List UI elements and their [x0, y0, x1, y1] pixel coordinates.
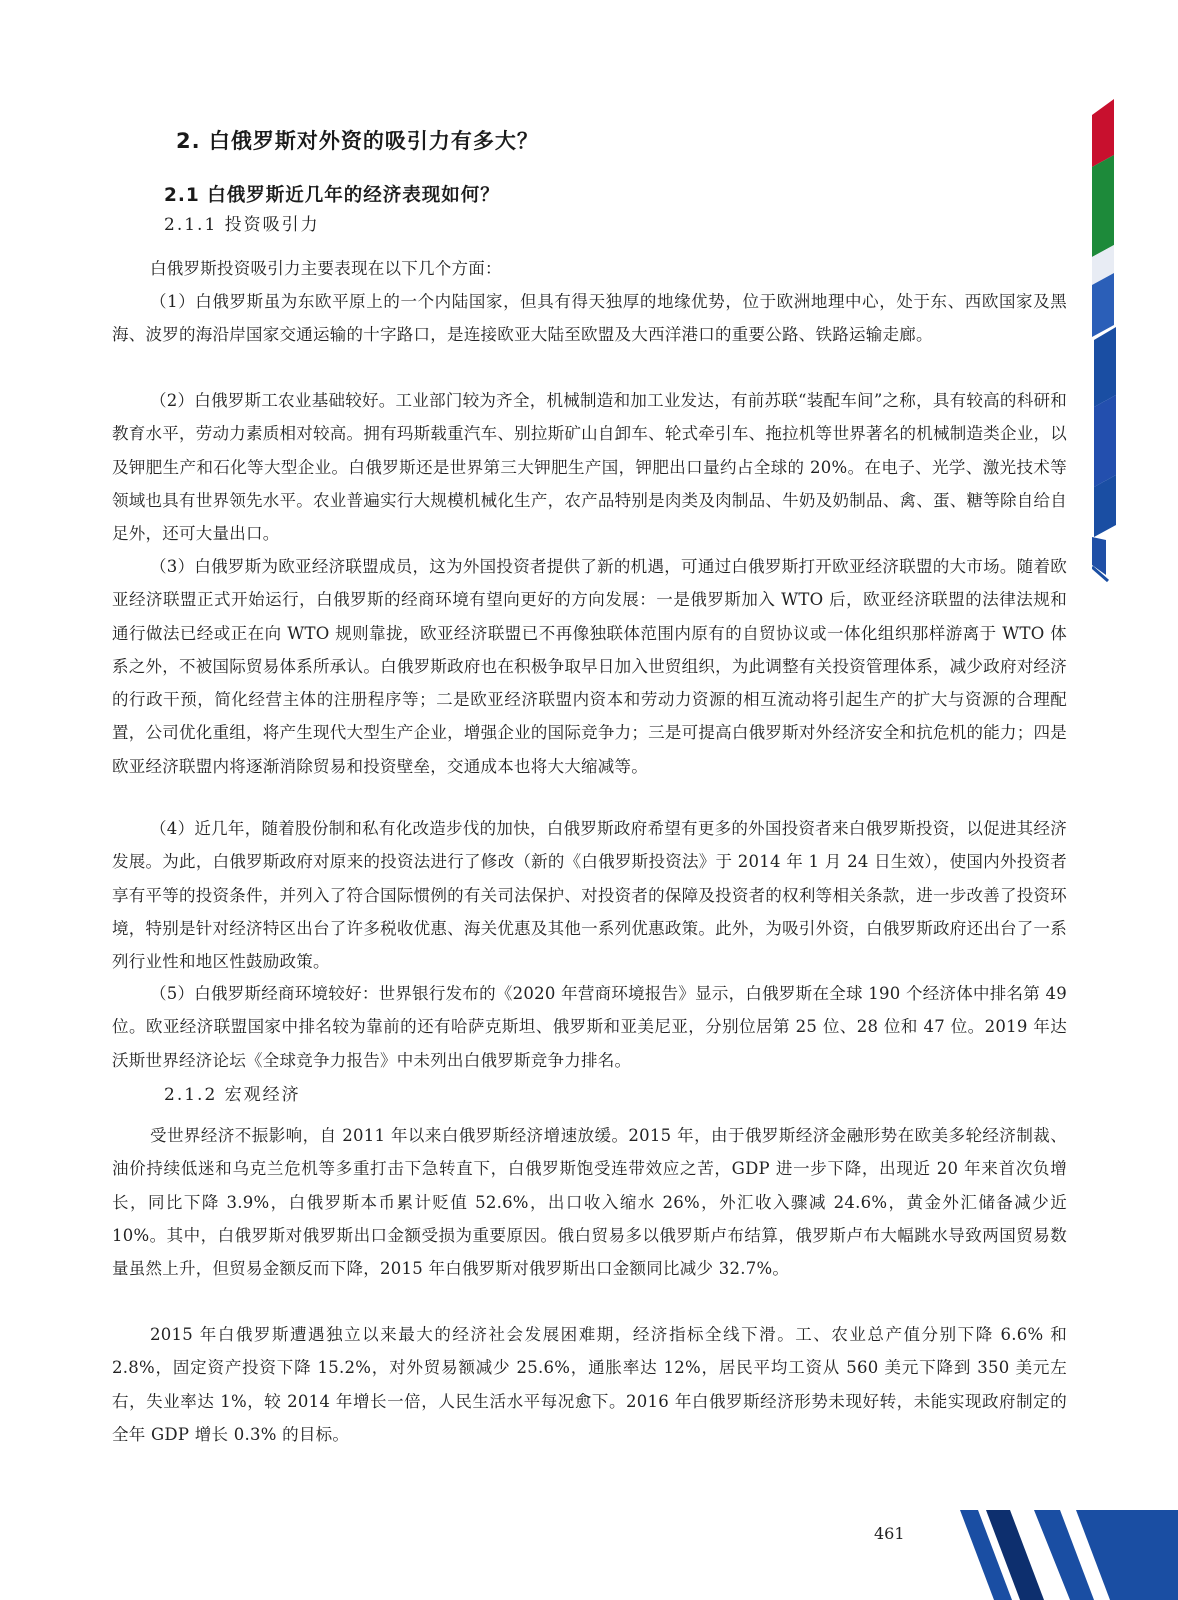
paragraph: （1）白俄罗斯虽为东欧平原上的一个内陆国家，但具有得天独厚的地缘优势，位于欧洲地理中心，处于东、西欧国家及黑海、波罗的海沿岸国家交通运输的十字路口，是连接欧亚大陆至欧盟及大西洋港口的重要公路、铁路运输走廊。: [112, 292, 1067, 345]
paragraph: （3）白俄罗斯为欧亚经济联盟成员，这为外国投资者提供了新的机遇，可通过白俄罗斯打开欧亚经济联盟的大市场。随着欧亚经济联盟正式开始运行，白俄罗斯的经商环境有望向更好的方向发展：一是俄罗斯加入 WTO 后，欧亚经济联盟的法律法规和通行做法已经或正在向 WTO 规则靠拢，欧亚经济联盟已不再像独联体范围内原有的自贸协议或一体化组织那样游离于 WTO 体系之外，不被国际贸易体系所承认。白俄罗斯政府也在积极争取早日加入世贸组织，为此调整有关投资管理体系，减少政府对经济的行政干预，简化经营主体的注册程序等；二是欧亚经济联盟内资本和劳动力资源的相互流动将引起生产的扩大与资源的合理配置，公司优化重组，将产生现代大型生产企业，增强企业的国际竞争力；三是可提高白俄罗斯对外经济安全和抗危机的能力；四是欧亚经济联盟内将逐渐消除贸易和投资壁垒，交通成本也将大大缩减等。: [112, 557, 1067, 776]
corner-stripes-decoration: [960, 1510, 1178, 1600]
paragraph: （2）白俄罗斯工农业基础较好。工业部门较为齐全，机械制造和加工业发达，有前苏联“装配车间”之称，具有较高的科研和教育水平，劳动力素质相对较高。拥有玛斯载重汽车、别拉斯矿山自卸车、轮式牵引车、拖拉机等世界著名的机械制造类企业，以及钾肥生产和石化等大型企业。白俄罗斯还是世界第三大钾肥生产国，钾肥出口量约占全球的 20%。在电子、光学、激光技术等领域也具有世界领先水平。农业普遍实行大规模机械化生产，农产品特别是肉类及肉制品、牛奶及奶制品、禽、蛋、糖等除自给自足外，还可大量出口。: [112, 391, 1067, 544]
paragraph: 2015 年白俄罗斯遭遇独立以来最大的经济社会发展困难期，经济指标全线下滑。工、农业总产值分别下降 6.6% 和 2.8%，固定资产投资下降 15.2%，对外贸易额减少 25.6%，通胀率达 12%，居民平均工资从 560 美元下降到 350 美元左右，失业率达 1%，较 2014 年增长一倍，人民生活水平每况愈下。2016 年白俄罗斯经济形势未现好转，未能实现政府制定的全年 GDP 增长 0.3% 的目标。: [112, 1325, 1067, 1444]
paragraph: 白俄罗斯投资吸引力主要表现在以下几个方面：: [150, 259, 502, 278]
page-number: 461: [874, 1524, 905, 1543]
paragraph: （4）近几年，随着股份制和私有化改造步伐的加快，白俄罗斯政府希望有更多的外国投资者来白俄罗斯投资，以促进其经济发展。为此，白俄罗斯政府对原来的投资法进行了修改（新的《白俄罗斯投资法》于 2014 年 1 月 24 日生效），使国内外投资者享有平等的投资条件，并列入了符合国际惯例的有关司法保护、对投资者的保障及投资者的权利等相关条款，进一步改善了投资环境，特别是针对经济特区出台了许多税收优惠、海关优惠及其他一系列优惠政策。此外，为吸引外资，白俄罗斯政府还出台了一系列行业性和地区性鼓励政策。: [112, 819, 1067, 972]
sub2-title: 2.1.2 宏观经济: [164, 1085, 301, 1105]
section-heading: 2. 白俄罗斯对外资的吸引力有多大？: [176, 129, 539, 154]
flag-ribbon-decoration: [1092, 95, 1122, 615]
paragraph: 受世界经济不振影响，自 2011 年以来白俄罗斯经济增速放缓。2015 年，由于俄罗斯经济金融形势在欧美多轮经济制裁、油价持续低迷和乌克兰危机等多重打击下急转直下，白俄罗斯饱受连带效应之苦，GDP 进一步下降，出现近 20 年来首次负增长，同比下降 3.9%，白俄罗斯本币累计贬值 52.6%，出口收入缩水 26%，外汇收入骤减 24.6%，黄金外汇储备减少近 10%。其中，白俄罗斯对俄罗斯出口金额受损为重要原因。俄白贸易多以俄罗斯卢布结算，俄罗斯卢布大幅跳水导致两国贸易数量虽然上升，但贸易金额反而下降，2015 年白俄罗斯对俄罗斯出口金额同比减少 32.7%。: [112, 1126, 1067, 1279]
sub1-title: 2.1.1 投资吸引力: [164, 215, 320, 235]
paragraph: （5）白俄罗斯经商环境较好：世界银行发布的《2020 年营商环境报告》显示，白俄罗斯在全球 190 个经济体中排名第 49 位。欧亚经济联盟国家中排名较为靠前的还有哈萨克斯坦、俄罗斯和亚美尼亚，分别位居第 25 位、28 位和 47 位。2019 年达沃斯世界经济论坛《全球竞争力报告》中未列出白俄罗斯竞争力排名。: [112, 984, 1067, 1070]
subsection-heading: 2.1 白俄罗斯近几年的经济表现如何？: [164, 184, 500, 206]
